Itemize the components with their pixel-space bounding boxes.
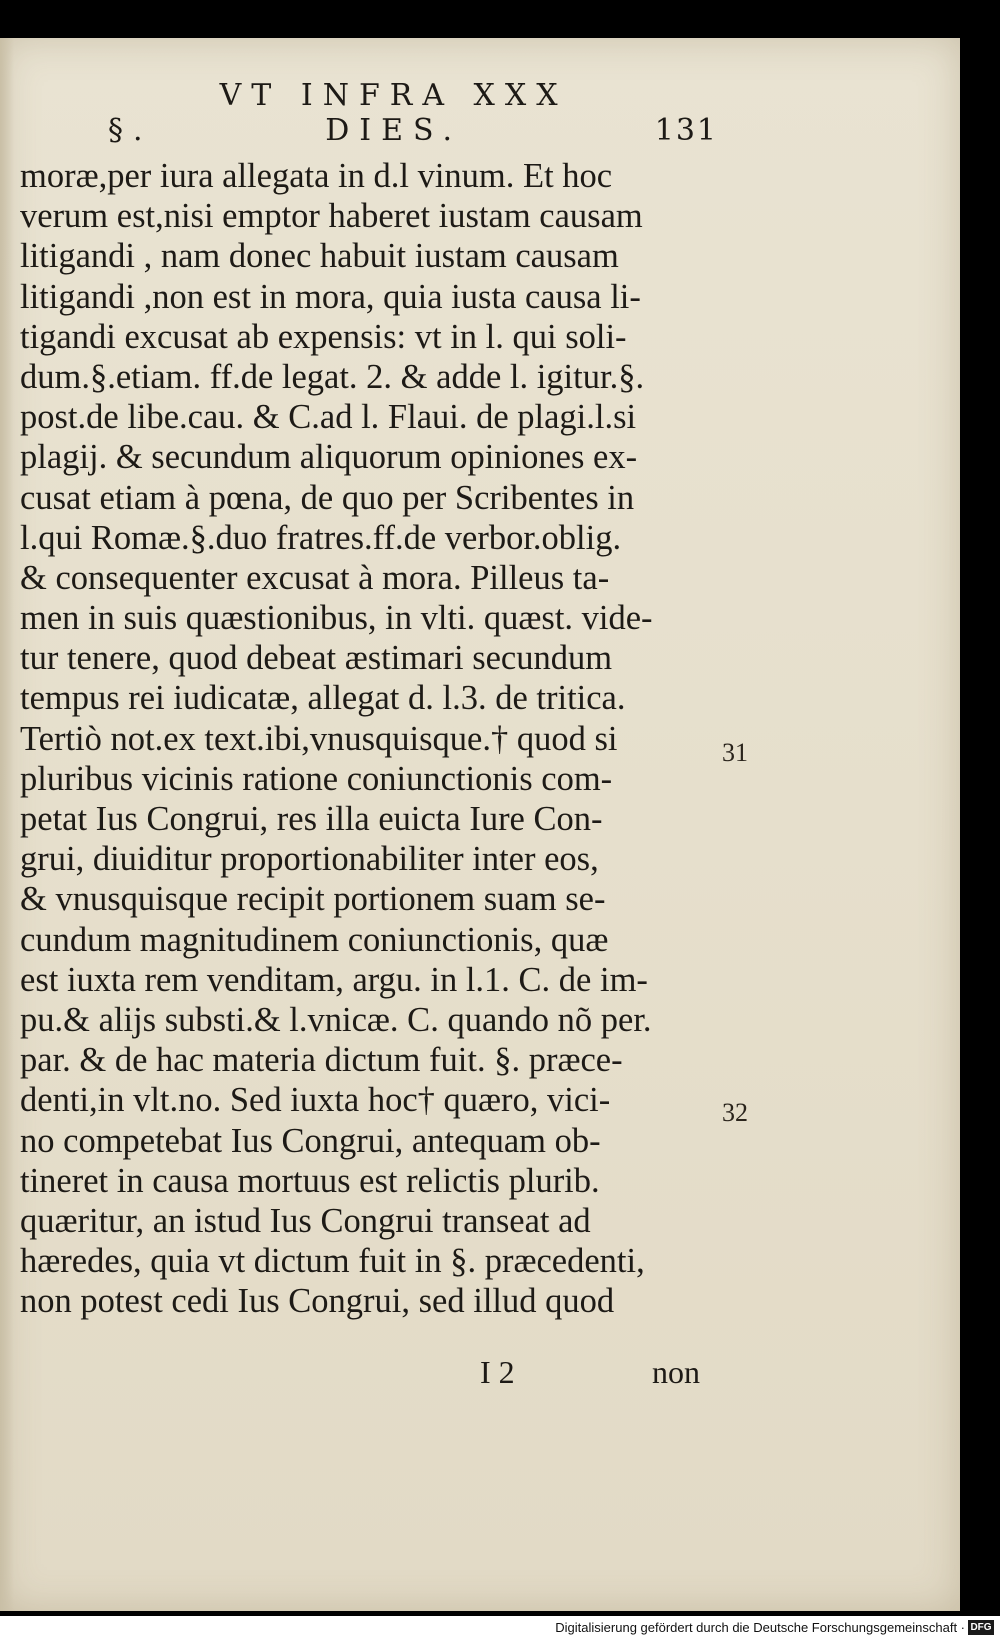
text-line: est iuxta rem venditam, argu. in l.1. C. de im- bbox=[20, 960, 648, 999]
text-line: plagij. & secundum aliquorum opiniones ex- bbox=[20, 438, 638, 477]
text-line: cusat etiam à pœna, de quo per Scribentes in bbox=[20, 478, 635, 517]
text-line: verum est,nisi emptor haberet iustam causam bbox=[20, 197, 643, 236]
text-line: pu.& alijs substi.& l.vnicæ. C. quando nõ per. bbox=[20, 1000, 652, 1039]
text-line: moræ,per iura allegata in d.l vinum. Et hoc bbox=[20, 157, 613, 195]
page-binding-shadow bbox=[0, 38, 14, 1611]
text-line: non potest cedi Ius Congrui, sed illud quod bbox=[20, 1282, 615, 1321]
text-line: par. & de hac materia dictum fuit. §. præce- bbox=[20, 1041, 623, 1080]
text-line: l.qui Romæ.§.duo fratres.ff.de verbor.oblig. bbox=[20, 518, 622, 557]
text-line: dum.§.etiam. ff.de legat. 2. & adde l. igitur.§. bbox=[20, 357, 645, 396]
text-line: litigandi , nam donec habuit iustam causam bbox=[20, 237, 619, 276]
catchword: non bbox=[652, 1354, 700, 1390]
body-text bbox=[20, 156, 715, 1321]
header-section-sign: §. bbox=[108, 113, 153, 148]
text-line: litigandi ,non est in mora, quia iusta causa li- bbox=[20, 277, 641, 316]
signature-mark: I 2 bbox=[480, 1354, 515, 1390]
text-line: tempus rei iudicatæ, allegat d. l.3. de tritica. bbox=[20, 679, 626, 718]
book-page bbox=[0, 38, 960, 1611]
margin-note-32: 32 bbox=[722, 1098, 748, 1127]
text-line: post.de libe.cau. & C.ad l. Flaui. de plagi.l.si bbox=[20, 398, 637, 437]
header-page-number: 131 bbox=[654, 113, 718, 148]
text-line: cundum magnitudinem coniunctionis, quæ bbox=[20, 920, 609, 959]
text-line: pluribus vicinis ratione coniunctionis com- bbox=[20, 759, 613, 798]
dfg-logo: DFG bbox=[968, 1620, 994, 1635]
text-line: tigandi excusat ab expensis: vt in l. qui soli- bbox=[20, 317, 627, 356]
text-line: tur tenere, quod debeat æstimari secundum bbox=[20, 639, 613, 678]
text-line: hæredes, quia vt dictum fuit in §. præcedenti, bbox=[20, 1242, 645, 1281]
running-header bbox=[108, 78, 718, 148]
margin-note-31: 31 bbox=[722, 738, 748, 767]
footer-credit: Digitalisierung gefördert durch die Deutsche Forschungsgemeinschaft · bbox=[555, 1620, 965, 1635]
text-line: petat Ius Congrui, res illa euicta Iure Con- bbox=[20, 800, 603, 838]
text-line: men in suis quæstionibus, in vlti. quæst. vide- bbox=[20, 599, 653, 638]
text-line: tineret in causa mortuus est relictis plurib. bbox=[20, 1161, 600, 1200]
text-line: quæritur, an istud Ius Congrui transeat ad bbox=[20, 1201, 591, 1240]
footer-bar bbox=[0, 1616, 1000, 1641]
text-line: & vnusquisque recipit portionem suam se- bbox=[20, 880, 606, 919]
text-line: Tertiò not.ex text.ibi,vnusquisque.† quod si bbox=[20, 719, 618, 758]
text-line: grui, diuiditur proportionabiliter inter eos, bbox=[20, 840, 599, 879]
text-line: denti,in vlt.no. Sed iuxta hoc† quæro, vici- bbox=[20, 1081, 611, 1120]
text-line: & consequenter excusat à mora. Pilleus ta- bbox=[20, 558, 610, 597]
header-title: VT INFRA XXX DIES. bbox=[219, 78, 568, 148]
text-line: no competebat Ius Congrui, antequam ob- bbox=[20, 1121, 601, 1160]
